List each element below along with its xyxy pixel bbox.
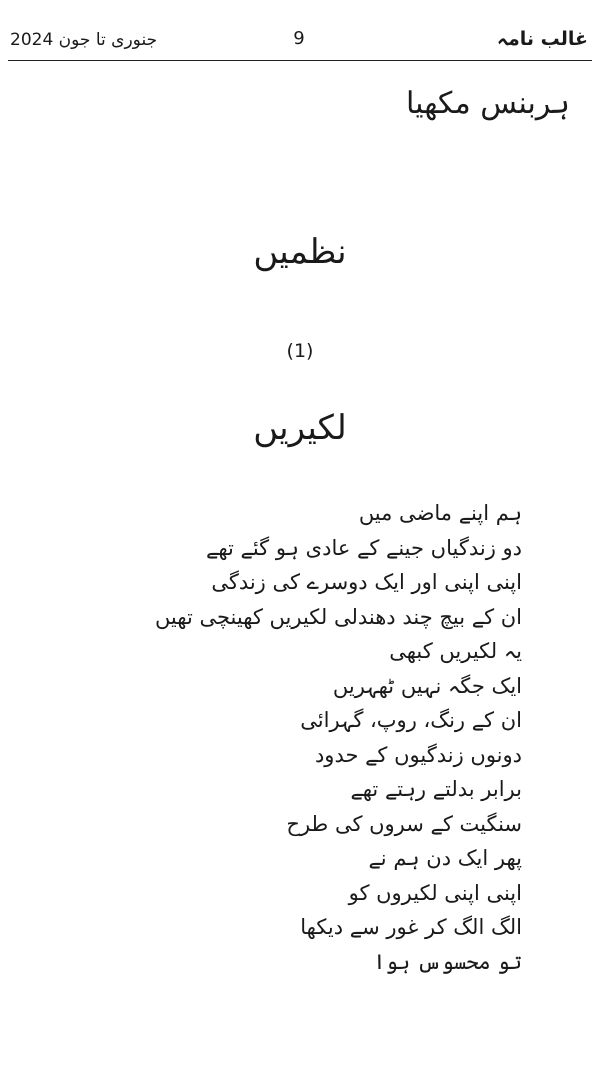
poem-line: ان کے بیچ چند دھندلی لکیریں کھینچی تھیں xyxy=(154,604,522,629)
poem-body xyxy=(102,496,522,979)
poem-line: ہم اپنے ماضی میں xyxy=(358,501,522,525)
header-rule xyxy=(8,60,592,61)
poem-number: (1) xyxy=(286,340,314,362)
poem-line: ایک جگہ نہیں ٹھہریں xyxy=(332,673,522,698)
author-name: ہربنس مکھیا xyxy=(406,86,570,121)
poem-line: اپنی اپنی اور ایک دوسرے کی زندگی xyxy=(211,570,522,594)
poem-line: برابر بدلتے رہتے تھے xyxy=(350,777,522,801)
poem-line: دو زندگیاں جینے کے عادی ہو گئے تھے xyxy=(206,535,522,560)
poem-line: ان کے رنگ، روپ، گہرائی xyxy=(300,708,522,732)
poem-line: اپنی اپنی لکیروں کو xyxy=(348,880,522,905)
issue-date: جنوری تا جون 2024 xyxy=(10,30,158,50)
page-header xyxy=(10,26,588,60)
journal-name: غالب نامہ xyxy=(496,28,588,50)
poem-line: دونوں زندگیوں کے حدود xyxy=(314,742,522,767)
poem-title: لکیریں xyxy=(253,408,347,448)
poem-line: یہ لکیریں کبھی xyxy=(389,639,522,663)
poem-line: پھر ایک دن ہم نے xyxy=(368,846,522,870)
poem-line: الگ الگ کر غور سے دیکھا xyxy=(300,915,522,939)
section-title: نظمیں xyxy=(253,232,347,272)
poem-line: سنگیت کے سروں کی طرح xyxy=(286,811,522,836)
page-number: 9 xyxy=(293,28,305,49)
poem-line: تو محسوس ہوا xyxy=(373,949,522,974)
